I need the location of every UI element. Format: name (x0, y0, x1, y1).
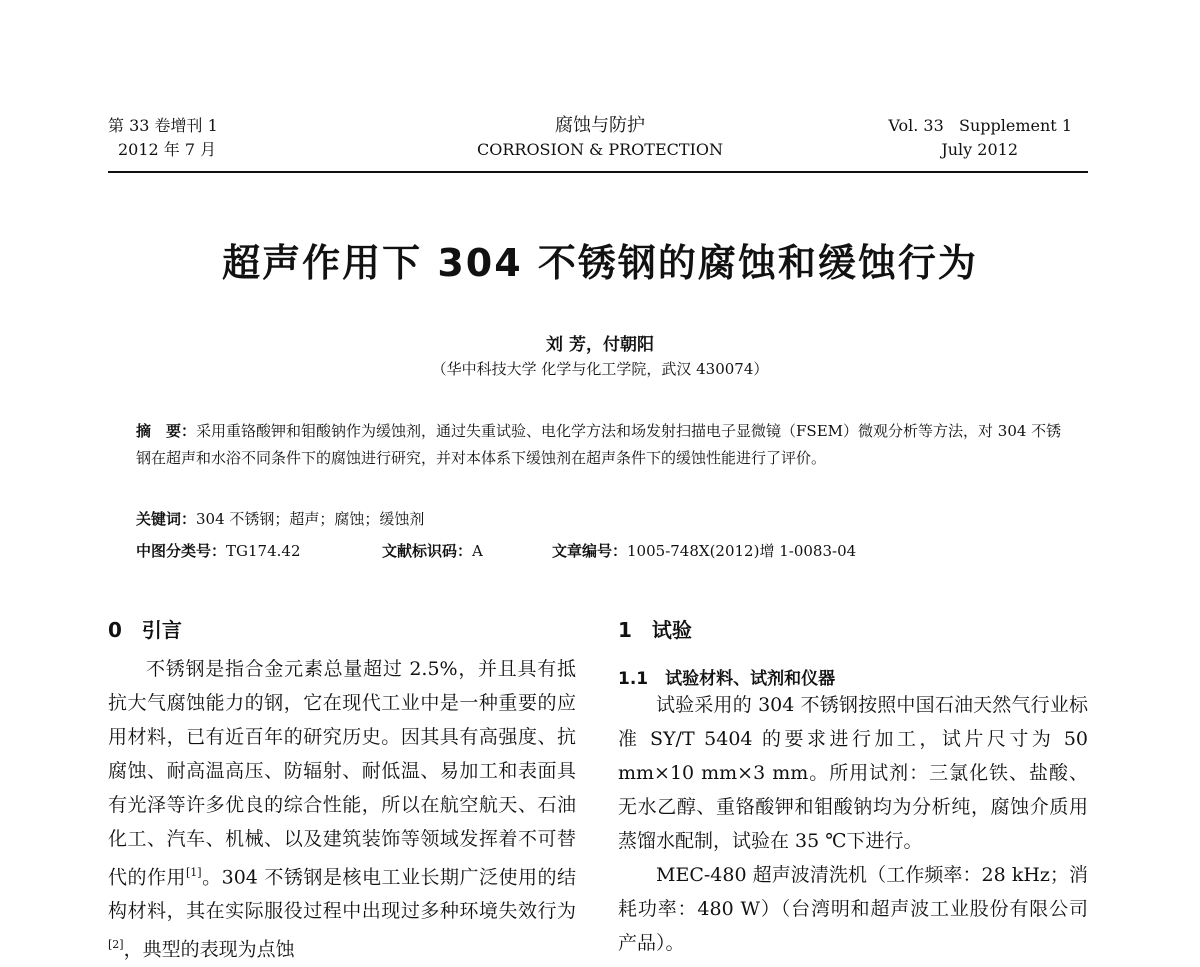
doc-label: 文献标识码： (382, 542, 473, 560)
abstract-text: 采用重铬酸钾和钼酸钠作为缓蚀剂，通过失重试验、电化学方法和场发射扫描电子显微镜（FSEM）微观分析等方法，对 304 不锈钢在超声和水浴不同条件下的腐蚀进行研究，并对本体系下缓蚀剂在超声条件下的缓蚀性能进行了评价。 (136, 422, 1062, 467)
doc-value: A (472, 542, 483, 560)
header-date-en: July 2012 (941, 140, 1018, 159)
section-1-heading: 1 试验 (618, 618, 692, 642)
affiliation: （华中科技大学 化学与化工学院，武汉 430074） (431, 360, 769, 378)
intro-text-c: ，典型的表现为点蚀 (123, 938, 295, 961)
article-label: 文章编号： (552, 542, 628, 560)
header-journal-en: CORROSION & PROTECTION (476, 140, 723, 159)
header-date-cn: 2012 年 7 月 (118, 140, 217, 159)
citation-1: [1] (186, 866, 202, 879)
section-1-1-heading: 1.1 试验材料、试剂和仪器 (618, 669, 836, 689)
header-rule (108, 171, 1088, 173)
article-value: 1005-748X(2012)增 1-0083-04 (627, 542, 857, 560)
right-column (618, 688, 1088, 960)
header-journal-cn: 腐蚀与防护 (555, 115, 645, 136)
paper-title: 超声作用下 304 不锈钢的腐蚀和缓蚀行为 (222, 241, 978, 285)
authors: 刘 芳，付朝阳 (546, 335, 654, 355)
keywords (136, 508, 424, 529)
intro-text-b: 。304 不锈钢是核电工业长期广泛使用的结构材料，其在实际服役过程中出现过多种环境失效行为 (108, 866, 576, 923)
intro-text-a: 不锈钢是指合金元素总量超过 2.5%，并且具有抵抗大气腐蚀能力的钢，它在现代工业中是一种重要的应用材料，已有近百年的研究历史。因其具有高强度、抗腐蚀、耐高温高压、防辐射、耐低温、易加工和表面具有光泽等许多优良的综合性能，所以在航空航天、石油化工、汽车、机械、以及建筑装饰等领域发挥着不可替代的作用 (108, 658, 576, 889)
clc-value: TG174.42 (226, 542, 301, 560)
citation-2: [2] (108, 938, 124, 952)
left-column (108, 652, 576, 967)
document-code (382, 540, 483, 561)
clc-number (136, 540, 301, 561)
keywords-text: 304 不锈钢；超声；腐蚀；缓蚀剂 (196, 510, 425, 528)
abstract (136, 418, 1076, 472)
header-volume-cn: 第 33 卷增刊 1 (108, 116, 218, 135)
keywords-label: 关键词： (136, 510, 197, 528)
equipment-paragraph: MEC-480 超声波清洗机（工作频率：28 kHz；消耗功率：480 W）（台湾明和超声波工业股份有限公司产品）。 (618, 864, 1088, 954)
article-number (552, 540, 856, 561)
header-volume-en: Vol. 33 Supplement 1 (888, 116, 1072, 135)
section-0-heading: 0 引言 (108, 618, 182, 642)
materials-paragraph: 试验采用的 304 不锈钢按照中国石油天然气行业标准 SY/T 5404 的要求进行加工，试片尺寸为 50 mm×10 mm×3 mm。所用试剂：三氯化铁、盐酸、无水乙醇、重铬酸钾和钼酸钠均为分析纯，腐蚀介质用蒸馏水配制，试验在 35 ℃下进行。 (618, 694, 1088, 852)
abstract-label: 摘 要： (136, 422, 197, 440)
clc-label: 中图分类号： (136, 542, 227, 560)
intro-paragraph (108, 652, 576, 967)
